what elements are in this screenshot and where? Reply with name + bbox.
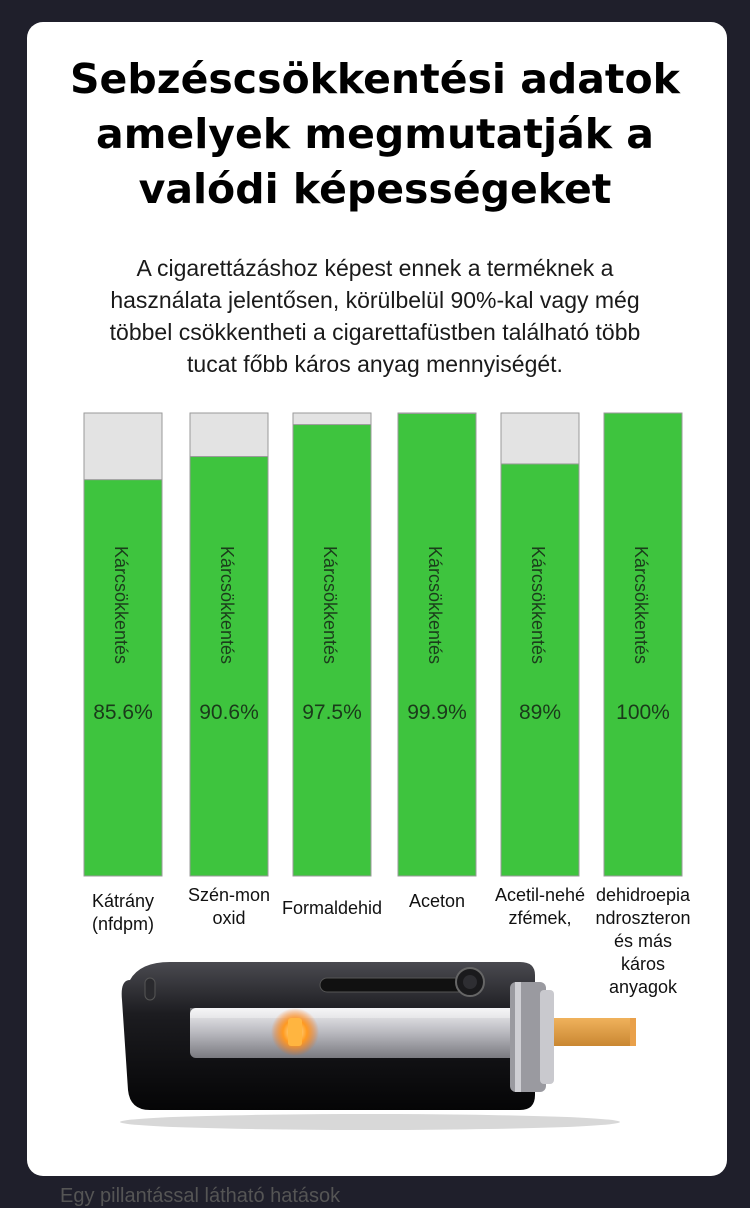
category-label-line: zfémek, (508, 908, 572, 928)
bar-5 (501, 464, 579, 876)
bar-inner-label-1: Kárcsökkentés (111, 545, 131, 665)
category-label-4 (378, 890, 496, 913)
bar-2 (190, 457, 268, 876)
bar-inner-label-5: Kárcsökkentés (528, 545, 548, 665)
bar-inner-label-6: Kárcsökkentés (631, 545, 651, 665)
category-label-line: anyagok (608, 977, 678, 997)
category-label-line: Formaldehid (281, 898, 383, 918)
heated-tobacco-device-image (110, 960, 650, 1130)
subtitle-line-2: használata jelentősen, körülbelül 90%-kal vagy még (110, 287, 640, 313)
category-label-line: (nfdpm) (91, 914, 154, 934)
bar-1 (84, 480, 162, 876)
value-label-2: 90.6% (199, 701, 259, 724)
value-label-3: 97.5% (302, 701, 362, 724)
subtitle-line-1: A cigarettázáshoz képest ennek a terméknek a (136, 255, 614, 281)
value-label-5: 89% (518, 701, 562, 724)
category-label-line: dehidroepia (595, 885, 691, 905)
value-label-1: 85.6% (93, 701, 153, 724)
category-label-line: Acetil-nehé (494, 885, 586, 905)
title-line-1: Sebzéscsökkentési adatok (70, 55, 680, 103)
category-label-3 (273, 897, 391, 920)
subtitle-line-4: tucat főbb káros anyag mennyiségét. (187, 351, 563, 377)
value-label-6: 100% (616, 701, 670, 724)
category-label-5 (481, 884, 599, 930)
category-label-line: és más (613, 931, 673, 951)
category-label-line: Kátrány (91, 891, 155, 911)
category-label-1 (64, 890, 182, 936)
category-label-2 (170, 884, 288, 930)
value-label-4: 99.9% (407, 701, 467, 724)
bar-inner-label-3: Kárcsökkentés (320, 545, 340, 665)
category-label-line: Szén-mon (187, 885, 271, 905)
bar-inner-label-2: Kárcsökkentés (217, 545, 237, 665)
title-line-3: valódi képességeket (138, 165, 612, 213)
title-line-2: amelyek megmutatják a (96, 110, 654, 158)
subtitle-line-3: többel csökkentheti a cigarettafüstben található több (109, 319, 641, 345)
category-label-line: oxid (212, 908, 246, 928)
footer-text: Egy pillantással látható hatások (60, 1185, 341, 1207)
bar-inner-label-4: Kárcsökkentés (425, 545, 445, 665)
category-label-line: Aceton (408, 891, 466, 911)
category-label-line: káros (620, 954, 665, 974)
category-label-line: ndroszteron (595, 908, 691, 928)
